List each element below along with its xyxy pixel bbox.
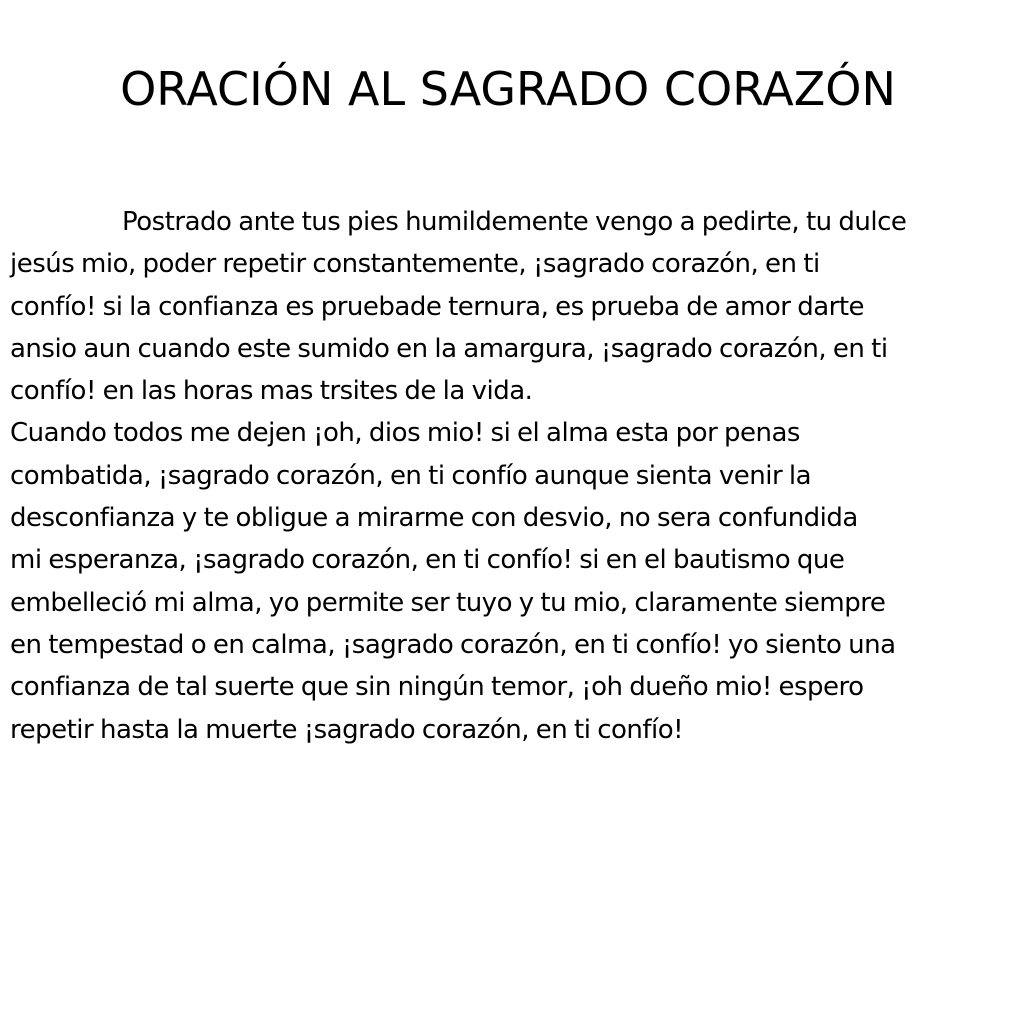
text-line: mi esperanza, ¡sagrado corazón, en ti confío! si en el bautismo que: [10, 545, 845, 576]
text-line: Postrado ante tus pies humildemente vengo a pedirte, tu dulce: [122, 207, 907, 237]
text-line: jesús mio, poder repetir constantemente, ¡sagrado corazón, en ti: [10, 249, 820, 280]
text-line: confío! si la confianza es pruebade ternura, es prueba de amor darte: [10, 291, 865, 322]
text-line: ansio aun cuando este sumido en la amargura, ¡sagrado corazón, en ti: [10, 333, 888, 364]
text-line: Cuando todos me dejen ¡oh, dios mio! si el alma esta por penas: [10, 418, 800, 449]
text-line: confío! en las horas mas trsites de la vida.: [10, 376, 533, 407]
document-title: ORACIÓN AL SAGRADO CORAZÓN: [120, 62, 896, 116]
text-line: en tempestad o en calma, ¡sagrado corazón, en ti confío! yo siento una: [10, 629, 896, 660]
text-line: embelleció mi alma, yo permite ser tuyo y tu mio, claramente siempre: [10, 587, 886, 618]
text-line: combatida, ¡sagrado corazón, en ti confío aunque sienta venir la: [10, 460, 812, 491]
text-line: desconfianza y te obligue a mirarme con desvio, no sera confundida: [10, 503, 858, 534]
text-line: confianza de tal suerte que sin ningún temor, ¡oh dueño mio! espero: [10, 672, 864, 703]
prayer-body: [10, 201, 1010, 751]
text-line: repetir hasta la muerte ¡sagrado corazón, en ti confío!: [10, 714, 684, 745]
